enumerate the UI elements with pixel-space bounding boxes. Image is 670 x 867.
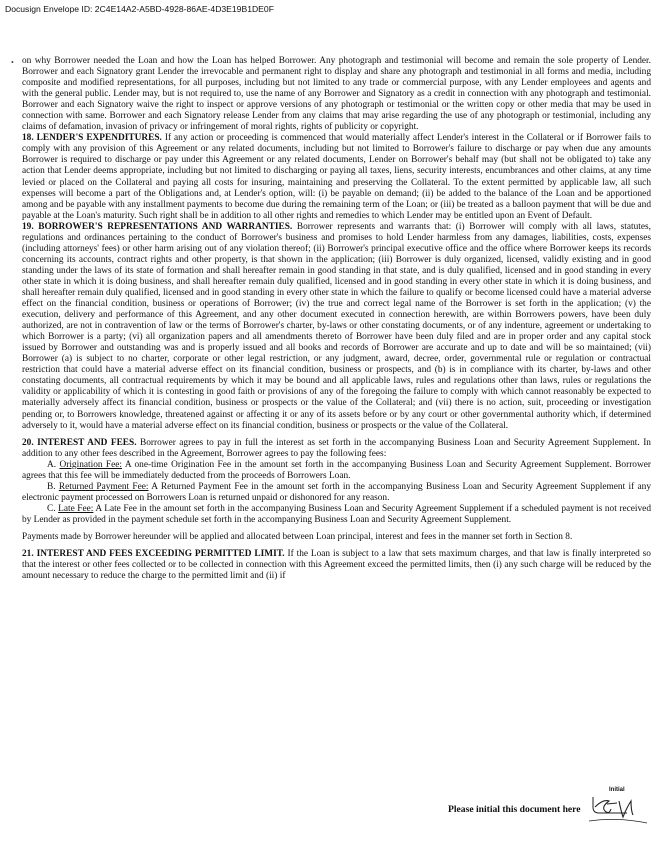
section-18: [22, 133, 651, 221]
fee-origination: A. Origination Fee: A one-time Origination Fee in the amount set forth in the accompanying Business Loan and Security Agreement Supplement. Borrower agrees that this fee will be immediately deducted from the proceeds of Borrowers Loan.: [22, 459, 651, 481]
fee-late-label: Late Fee:: [58, 503, 94, 514]
section-21-heading: 21. INTEREST AND FEES EXCEEDING PERMITTED LIMIT.: [22, 549, 285, 560]
fee-returned-payment-label: Returned Payment Fee:: [58, 481, 149, 492]
section-21-text: If the Loan is subject to a law that sets maximum charges, and that law is finally interpreted so that the interest or other fees collected or to be collected in connection with this Agreement exceed the permitted limits, then (i) any such charge will be reduced by the amount necessary to reduce the charge to the permitted limit and (ii) if: [22, 549, 651, 582]
fee-late: C. Late Fee: A Late Fee in the amount set forth in the accompanying Business Loan and Security Agreement Supplement if a scheduled payment is not received by Lender as provided in the payment schedule set forth in the accompanying Business Loan and Security Agreement Supplement.: [22, 503, 651, 525]
section-21: [22, 549, 651, 582]
bullet-icon: •: [11, 58, 14, 67]
initial-signature-icon: [587, 787, 651, 829]
initial-field-label: Initial: [609, 787, 625, 793]
document-body: [11, 56, 651, 582]
payments-paragraph: Payments made by Borrower hereunder will be applied and allocated between Loan principal, interest and fees in the manner set forth in Section 8.: [22, 531, 573, 542]
section-19-text: Borrower represents and warrants that: (i) Borrower will comply with all laws, statutes, regulations and ordinances pertaining to the conduct of Borrower's business and promises to hold Lender harmless from any damages, liabilities, costs, expenses (including attorneys' fees) or other harm arising out of any violation thereof; (ii) Borrower's principal executive office and the office where Borrower keeps its records concerning its accounts, contract rights and other property, is that shown in the application; (iii) Borrower is duly organized, licensed, validly existing and in good standing under the laws of its state of formation and shall hereafter remain in good standing in that state, and is duly qualified, licensed and in good standing in every other state in which it is doing business, and shall hereafter remain duly qualified, licensed and in good standing in every other state in which it is doing business, and shall hereafter remain duly qualified, licensed and in good standing in every other state in which the failure to qualify or become licensed could have a material adverse effect on the financial condition, business or operations of Borrower; (iv) the true and correct legal name of the Borrower is set forth in the application; (v) the execution, delivery and performance of this Agreement, and any other document executed in connection herewith, are within Borrowers powers, have been duly authorized, are not in contravention of law or the terms of Borrower's charter, by-laws or other constating documents, or of any indenture, agreement or undertaking to which Borrower is a party; (vi) all organization papers and all amendments thereto of Borrower have been duly filed and are in proper order and any capital stock issued by Borrower and outstanding was and is properly issued and all books and records of Borrower are accurate and up to date and will be so maintained; (vii) Borrower (a) is subject to no charter, corporate or other legal restriction, or any judgment, award, decree, order, governmental rule or regulation or contractual restriction that could have a material adverse effect on its financial condition, business or prospects, and (b) is in compliance with its charter, by-laws and other constating documents, all contractual requirements by which it may be bound and all applicable laws, rules and regulations other than laws, rules or regulations the validity or applicability of which it is contesting in good faith or provisions of any of the foregoing the failure to comply with which cannot reasonably be expected to materially adversely affect its financial condition, business or prospects or the value of the Collateral; and (vii) there is no action, suit, proceeding or investigation pending or, to Borrowers knowledge, threatened against or affecting it or any of its assets before or by any court or other governmental authority which, if determined adversely to it, would have a material adverse effect on its financial condition, business or prospects or the value of the Collateral.: [22, 221, 651, 431]
section-18-text: If any action or proceeding is commenced that would materially affect Lender's interest in the Collateral or if Borrower fails to comply with any provision of this Agreement or any related documents, including but not limited to Borrower's failure to discharge or pay when due any amounts Borrower is required to discharge or pay under this Agreement or any related documents, Lender on Borrower's behalf may (but shall not be obligated to) take any action that Lender deems appropriate, including but not limited to discharging or paying all taxes, liens, security interests, encumbrances and other claims, at any time levied or placed on the Collateral and paying all costs for insuring, maintaining and preserving the Collateral. To the extent permitted by applicable law, all such expenses will become a part of the Obligations and, at Lender's option, will: (i) be payable on demand; (ii) be added to the balance of the Loan and be apportioned among and be payable with any installment payments to become due during the remaining term of the Loan; or (iii) be treated as a balloon payment that will be due and payable at the Loan's maturity. Such right shall be in addition to all other rights and remedies to which Lender may be entitled upon an Event of Default.: [22, 133, 651, 221]
initial-field[interactable]: [587, 787, 651, 829]
section-20-heading: 20. INTEREST AND FEES.: [22, 437, 137, 448]
envelope-id: Docusign Envelope ID: 2C4E14A2-A5BD-4928-86AE-4D3E19B1DE0F: [5, 4, 274, 14]
section-20-text: Borrower agrees to pay in full the interest as set forth in the accompanying Business Loan and Security Agreement Supplement. In addition to any other fees described in the Agreement, Borrower agrees to pay the following fees:: [22, 437, 651, 459]
paragraph-continuation: • on why Borrower needed the Loan and how the Loan has helped Borrower. Any photograph and testimonial will become and remain the sole property of Lender. Borrower and each Signatory grant Lender the irrevocable and permanent right to display and share any photograph and testimonial in all forms and media, including composite and modified representations, for all purposes, including but not limited to any trade or commercial purpose, with any Lender employees and agents and with the general public. Lender may, but is not required to, use the name of any Borrower and Signatory as a credit in connection with any photograph and testimonial. Borrower and each Signatory waive the right to inspect or approve versions of any photograph or testimonial or the written copy or other media that may be used in connection with same. Borrower and each Signatory release Lender from any claims that may arise regarding the use of any photograph or testimonial, including any claims of defamation, invasion of privacy or infringement of moral rights, rights of publicity or copyright.: [11, 56, 651, 133]
section-19: [22, 222, 651, 432]
section-18-heading: 18. LENDER'S EXPENDITURES.: [22, 133, 162, 144]
section-19-heading: 19. BORROWER'S REPRESENTATIONS AND WARRANTIES.: [22, 221, 293, 232]
fee-origination-label: Origination Fee:: [59, 459, 123, 470]
fee-returned-payment: B. Returned Payment Fee: A Returned Payment Fee in the amount set forth in the accompanying Business Loan and Security Agreement Supplement if any electronic payment processed on Borrowers Loan is returned unpaid or dishonored for any reason.: [22, 481, 651, 503]
section-20: [22, 438, 651, 460]
initial-prompt: Please initial this document here: [448, 804, 581, 815]
